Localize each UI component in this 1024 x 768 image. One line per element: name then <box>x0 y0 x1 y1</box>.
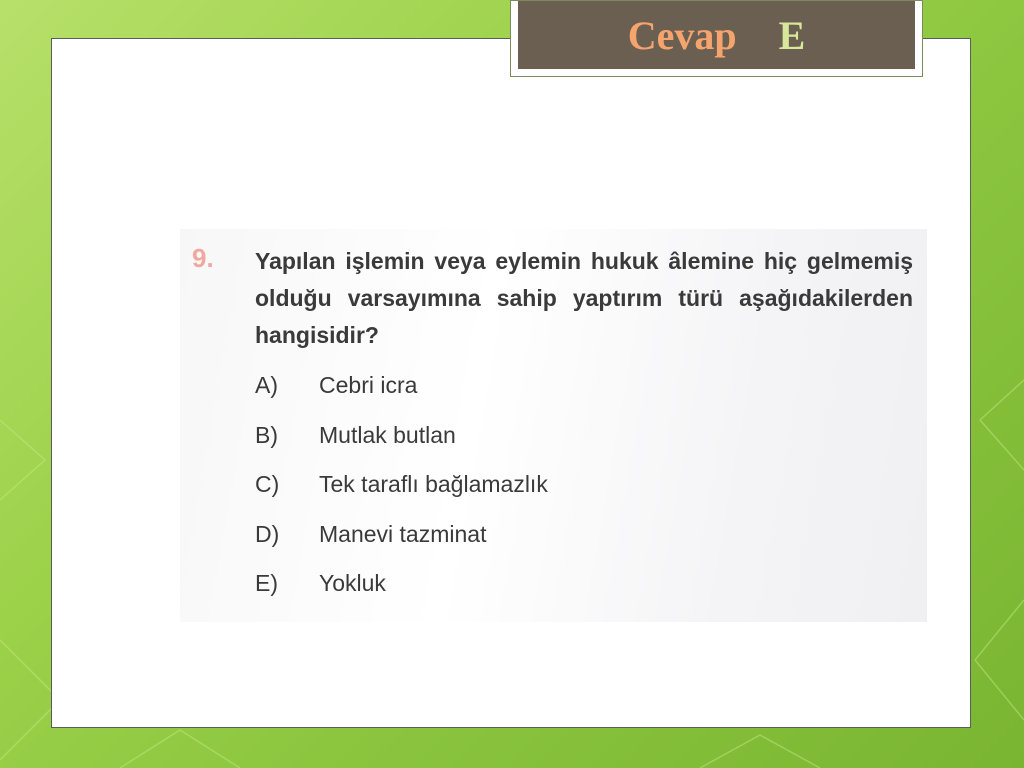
option-a <box>255 361 548 411</box>
option-b <box>255 411 548 461</box>
option-text: Manevi tazminat <box>319 520 487 547</box>
option-letter: D) <box>255 520 280 547</box>
option-d <box>255 510 548 560</box>
options-list <box>255 361 548 609</box>
option-letter: A) <box>255 372 278 399</box>
option-letter: C) <box>255 471 280 498</box>
option-e <box>255 559 548 609</box>
option-text: Yokluk <box>319 570 386 597</box>
question-scan <box>180 229 927 622</box>
option-text: Mutlak butlan <box>319 421 456 448</box>
answer-letter: E <box>778 12 806 58</box>
option-letter: E) <box>255 570 278 597</box>
slide-panel <box>51 38 971 728</box>
question-number: 9. <box>192 243 214 273</box>
answer-label: Cevap <box>627 12 737 58</box>
answer-banner <box>518 1 915 69</box>
answer-box <box>510 0 923 77</box>
question-text: Yapılan işlemin veya eylemin hukuk âlemine hiç gelmemiş olduğu varsayımına sahip yaptırım türü aşağıdakilerden hangisidir? <box>255 248 913 348</box>
option-text: Cebri icra <box>319 372 418 399</box>
option-text: Tek taraflı bağlamazlık <box>319 471 548 498</box>
option-c <box>255 460 548 510</box>
option-letter: B) <box>255 421 278 448</box>
